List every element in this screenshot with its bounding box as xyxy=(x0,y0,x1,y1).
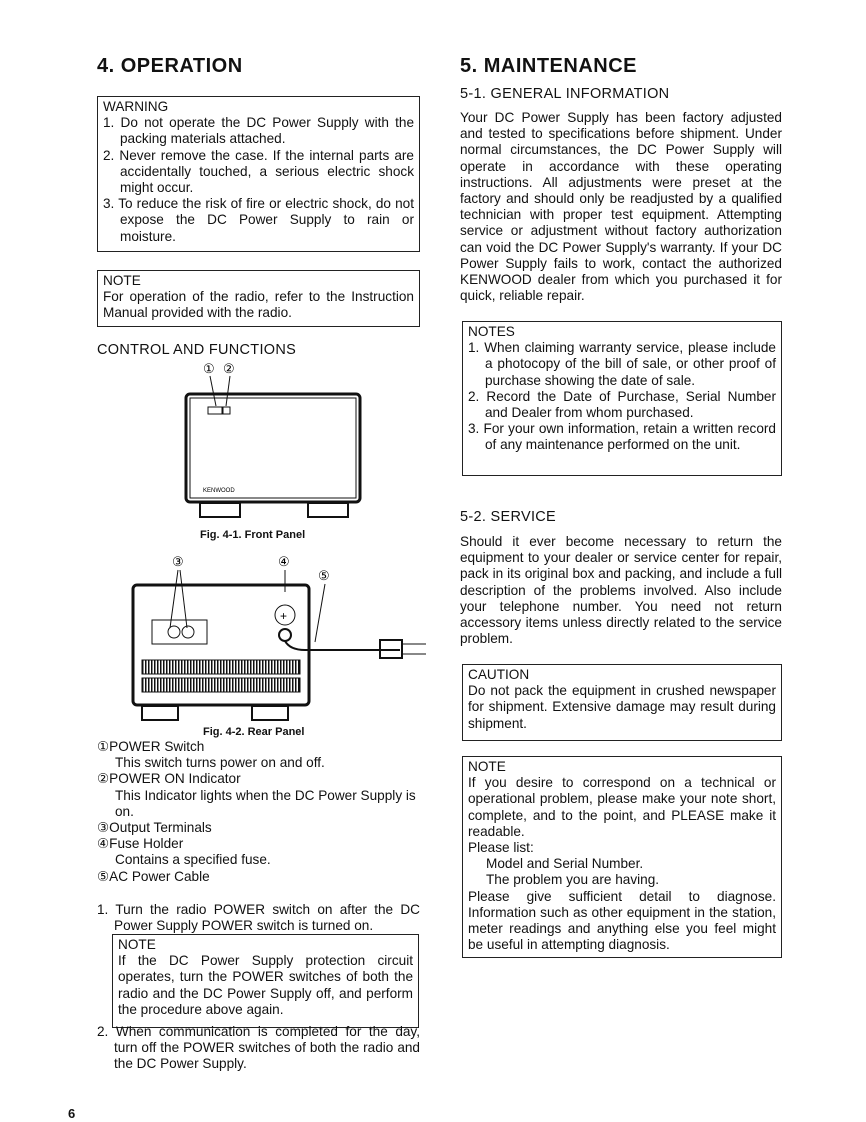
function-label: ⑤AC Power Cable xyxy=(97,868,210,884)
page-number: 6 xyxy=(68,1106,76,1121)
power-indicator-icon xyxy=(223,407,230,414)
warning-title: WARNING xyxy=(103,99,169,114)
function-desc: This Indicator lights when the DC Power Supply is on. xyxy=(115,787,416,819)
functions-list xyxy=(97,739,420,885)
kenwood-logo: KENWOOD xyxy=(203,488,235,494)
note-box xyxy=(97,270,420,327)
general-info-text: Your DC Power Supply has been factory adjusted and tested to specifications before shipment. Under normal circumstances, the DC Power Supply will operate in accordance with these operating instructions. All adjustments were preset at the factory and should only be readjusted by a qualified technician with proper test equipment. Attempting service or adjustment without factory authorization can void the DC Power Supply's warranty. If your DC Power Supply fails to work, contact the authorized KENWOOD dealer from which you purchased it for quick, reliable repair. xyxy=(460,110,782,304)
warning-item: 2. Never remove the case. If the internal parts are accidentally touched, a serious electric shock might occur. xyxy=(103,147,414,196)
function-label: ③Output Terminals xyxy=(97,820,212,836)
notes-item: 2. Record the Date of Purchase, Serial Number and Dealer from whom purchased. xyxy=(468,388,776,421)
general-info-heading: 5-1. GENERAL INFORMATION xyxy=(460,86,670,102)
notes-item: 1. When claiming warranty service, please include a photocopy of the bill of sale, or other proof of purchase showing the date of sale. xyxy=(468,340,776,388)
callout-3: ③ xyxy=(172,554,184,569)
step-note-box xyxy=(112,934,419,1028)
fig1-caption: Fig. 4-1. Front Panel xyxy=(200,529,306,541)
callout-5: ⑤ xyxy=(318,568,330,583)
maintenance-note-box xyxy=(462,756,782,958)
warning-box xyxy=(97,96,420,252)
please-list-item: Model and Serial Number. xyxy=(486,856,644,872)
function-label: ④Fuse Holder xyxy=(97,836,184,852)
maintenance-note-text: If you desire to correspond on a technical or operational problem, please make your note short, complete, and to the point, and PLEASE make it readable. xyxy=(468,775,776,839)
rear-panel-figure xyxy=(130,550,440,722)
operation-heading: 4. OPERATION xyxy=(97,55,243,77)
caution-box xyxy=(462,664,782,741)
please-list-item: The problem you are having. xyxy=(486,872,660,888)
service-heading: 5-2. SERVICE xyxy=(460,509,557,525)
function-desc: This switch turns power on and off. xyxy=(115,755,325,771)
step-1: 1. Turn the radio POWER switch on after the DC Power Supply POWER switch is turned on. xyxy=(97,902,420,934)
maintenance-note-title: NOTE xyxy=(468,759,506,774)
fig2-caption: Fig. 4-2. Rear Panel xyxy=(203,726,305,738)
step-2: 2. When communication is completed for the day, turn off the POWER switches of both the radio and the DC Power Supply. xyxy=(97,1024,420,1072)
warning-item: 3. To reduce the risk of fire or electric shock, do not expose the DC Power Supply to rain or moisture. xyxy=(103,196,414,244)
maintenance-heading: 5. MAINTENANCE xyxy=(460,55,638,77)
caution-text: Do not pack the equipment in crushed newspaper for shipment. Extensive damage may result during shipment. xyxy=(468,683,776,731)
service-text: Should it ever become necessary to return the equipment to your dealer or service center for repair, pack in its original box and packing, and include a full description of the problems involved. Also include your telephone number. You need not return accessory items unless directly related to the service problem. xyxy=(460,534,782,647)
function-label: ②POWER ON Indicator xyxy=(97,771,241,787)
callout-1: ① xyxy=(203,361,215,376)
caution-title: CAUTION xyxy=(468,667,530,682)
notes-item: 3. For your own information, retain a written record of any maintenance performed on the unit. xyxy=(468,421,776,453)
svg-text:+: + xyxy=(280,609,288,623)
controls-heading: CONTROL AND FUNCTIONS xyxy=(97,342,297,358)
please-list-label: Please list: xyxy=(468,840,534,856)
warning-item: 1. Do not operate the DC Power Supply with the packing materials attached. xyxy=(103,115,414,147)
power-switch-icon xyxy=(208,407,222,414)
notes-box xyxy=(462,321,782,476)
step-note-title: NOTE xyxy=(118,937,156,952)
callout-4: ④ xyxy=(278,554,290,569)
note-title: NOTE xyxy=(103,273,141,288)
function-label: ①POWER Switch xyxy=(97,739,205,754)
notes-title: NOTES xyxy=(468,324,515,339)
function-desc: Contains a specified fuse. xyxy=(115,852,271,868)
maintenance-note-text-2: Please give sufficient detail to diagnose. Information such as other equipment in the station, meter readings and anything else you feel might be useful in attempting diagnosis. xyxy=(468,888,776,953)
ac-cable-icon xyxy=(285,641,400,650)
callout-2: ② xyxy=(223,361,235,376)
note-text: For operation of the radio, refer to the Instruction Manual provided with the radio. xyxy=(103,289,414,321)
front-panel-figure xyxy=(180,358,370,523)
step-note-text: If the DC Power Supply protection circuit operates, turn the POWER switches of both the radio and the DC Power Supply off, and perform the procedure above again. xyxy=(118,953,413,1017)
